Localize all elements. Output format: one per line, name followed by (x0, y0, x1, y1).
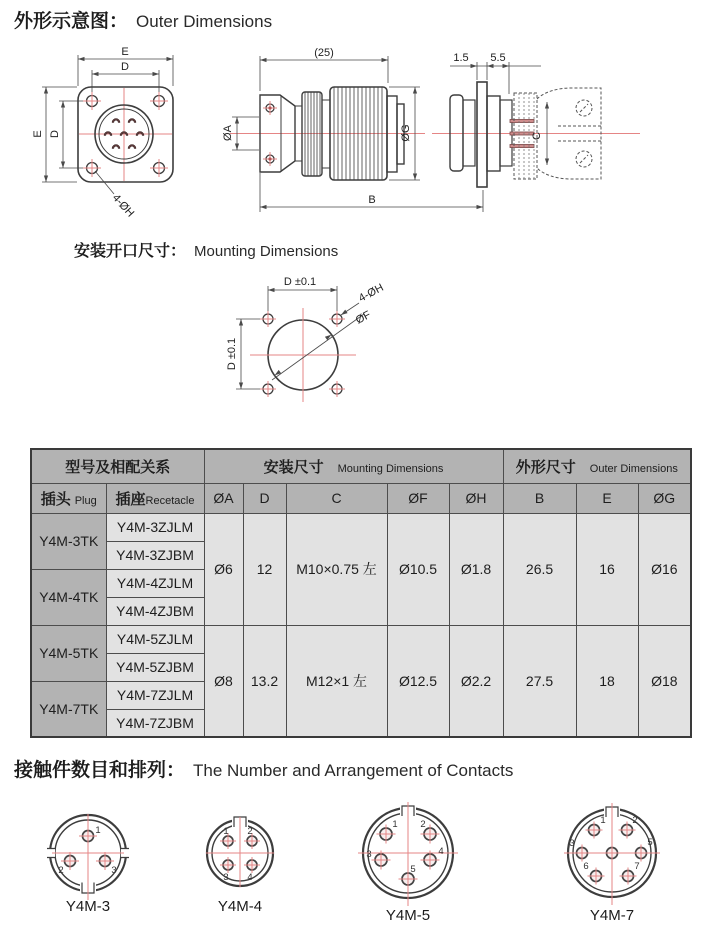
pin-number: 3 (223, 872, 229, 883)
pin-number: 3 (366, 849, 372, 860)
pin-number: 2 (58, 865, 64, 876)
pin-number: 1 (600, 815, 606, 826)
pin-number: 7 (634, 861, 640, 872)
outer-dimensions-drawing (0, 42, 720, 237)
dim-label-4-holes: 4-ØH (109, 191, 137, 220)
dim-label-dia-f: ØF (353, 308, 373, 327)
flange-front-view (32, 46, 173, 220)
table-header-dia-g: ØG (638, 483, 691, 513)
table-header-d: D (243, 483, 286, 513)
mounting-hole-pattern (226, 276, 386, 402)
dim-label-d-vertical: D ±0.1 (226, 337, 238, 371)
pin-number: 5 (647, 837, 653, 848)
value-cell-dia-g: Ø18 (638, 625, 691, 737)
section-title-outer-en: Outer Dimensions (136, 12, 273, 31)
section-title-mounting-en: Mounting Dimensions (194, 243, 339, 260)
dim-label-e-top: E (121, 46, 129, 58)
pin-number: 4 (438, 846, 444, 857)
dim-label-d-horizontal: D ±0.1 (283, 276, 317, 288)
table-header-mounting-group: 安装尺寸 Mounting Dimensions (204, 449, 503, 483)
contact-diagram-y4m-3 (46, 814, 130, 915)
section-title-contacts (14, 755, 513, 782)
plug-model-cell: Y4M-7TK (31, 681, 106, 737)
dim-label-d-top: D (121, 61, 129, 73)
value-cell-c: M12×1 左 (286, 625, 387, 737)
section-title-contacts-zh: 接触件数目和排列： (14, 760, 186, 781)
value-cell-dia-h: Ø2.2 (449, 625, 503, 737)
dim-label-dia-g: ØG (400, 124, 412, 142)
dim-label-25: (25) (314, 47, 334, 59)
table-header-outer-group: 外形尺寸 Outer Dimensions (503, 449, 691, 483)
plug-model-cell: Y4M-3TK (31, 513, 106, 569)
pin-number: 2 (632, 815, 638, 826)
receptacle-model-cell: Y4M-4ZJBM (106, 597, 204, 625)
pin-number: 1 (392, 819, 398, 830)
table-header-c: C (286, 483, 387, 513)
value-cell-dia-f: Ø12.5 (387, 625, 449, 737)
value-cell-d: 13.2 (243, 625, 286, 737)
dimension-table (30, 448, 692, 738)
value-cell-dia-a: Ø6 (204, 513, 243, 625)
value-cell-b: 27.5 (503, 625, 576, 737)
value-cell-e: 16 (576, 513, 638, 625)
value-cell-d: 12 (243, 513, 286, 625)
table-header-dia-h: ØH (449, 483, 503, 513)
table-header-receptacle: 插座Recetacle (106, 483, 204, 513)
value-cell-dia-g: Ø16 (638, 513, 691, 625)
section-title-contacts-en: The Number and Arrangement of Contacts (193, 761, 514, 780)
dim-label-dia-a: ØA (222, 125, 234, 141)
table-header-dia-a: ØA (204, 483, 243, 513)
diagram-label: Y4M-5 (385, 907, 431, 924)
pin-number: 2 (247, 826, 253, 837)
pin-number: 5 (410, 864, 416, 875)
plug-model-cell: Y4M-4TK (31, 569, 106, 625)
pin-number: 2 (420, 819, 426, 830)
contact-diagram-y4m-4 (206, 817, 274, 915)
plug-side-view (222, 47, 483, 212)
pin-number: 3 (569, 838, 575, 849)
table-header-dia-f: ØF (387, 483, 449, 513)
pin-number: 3 (111, 865, 117, 876)
contact-arrangement-diagrams (0, 790, 720, 937)
section-title-mounting-dimensions (74, 238, 338, 261)
dim-label-d-left: D (49, 130, 61, 138)
receptacle-side-view (432, 52, 640, 187)
section-title-outer-zh: 外形示意图： (14, 11, 129, 32)
section-title-outer-dimensions (14, 6, 272, 33)
receptacle-model-cell: Y4M-7ZJBM (106, 709, 204, 737)
dim-label-1-5: 1.5 (453, 52, 469, 64)
table-header-plug: 插头 Plug (31, 483, 106, 513)
pin-number: 4 (247, 872, 253, 883)
value-cell-dia-f: Ø10.5 (387, 513, 449, 625)
receptacle-model-cell: Y4M-5ZJBM (106, 653, 204, 681)
plug-model-cell: Y4M-5TK (31, 625, 106, 681)
section-title-mounting-zh: 安装开口尺寸： (74, 243, 187, 260)
table-header-e: E (576, 483, 638, 513)
receptacle-model-cell: Y4M-3ZJBM (106, 541, 204, 569)
diagram-label: Y4M-4 (217, 898, 263, 915)
dim-label-c: C (531, 132, 543, 140)
diagram-label: Y4M-3 (65, 898, 111, 915)
dim-label-b: B (368, 194, 376, 206)
receptacle-model-cell: Y4M-3ZJLM (106, 513, 204, 541)
pin-number: 6 (583, 861, 589, 872)
value-cell-c: M10×0.75 左 (286, 513, 387, 625)
receptacle-model-cell: Y4M-4ZJLM (106, 569, 204, 597)
value-cell-b: 26.5 (503, 513, 576, 625)
receptacle-model-cell: Y4M-5ZJLM (106, 625, 204, 653)
table-header-model-relation: 型号及相配关系 (31, 449, 204, 483)
value-cell-dia-a: Ø8 (204, 625, 243, 737)
diagram-label: Y4M-7 (589, 907, 635, 924)
receptacle-model-cell: Y4M-7ZJLM (106, 681, 204, 709)
dim-label-5-5: 5.5 (490, 52, 506, 64)
contact-diagram-y4m-5 (358, 802, 458, 924)
pin-number: 1 (95, 825, 101, 836)
dim-label-4-holes-mounting: 4-ØH (356, 281, 386, 305)
table-header-b: B (503, 483, 576, 513)
contact-diagram-y4m-7 (564, 803, 660, 924)
dim-label-e-left: E (32, 130, 44, 138)
value-cell-e: 18 (576, 625, 638, 737)
mounting-dimensions-drawing (0, 270, 720, 440)
value-cell-dia-h: Ø1.8 (449, 513, 503, 625)
pin-number: 1 (223, 826, 229, 837)
